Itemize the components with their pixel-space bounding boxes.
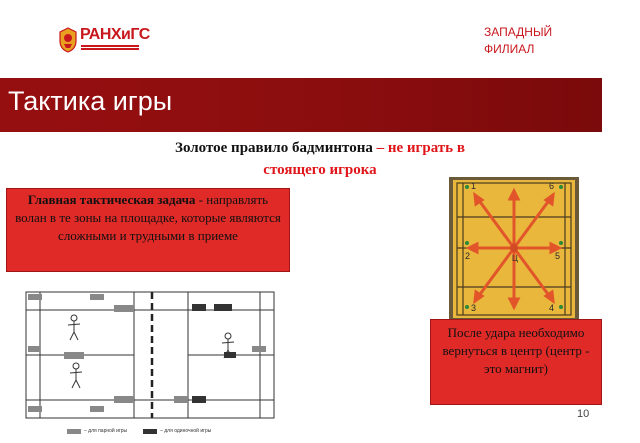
emblem-icon [58,27,78,53]
branch-line1: ЗАПАДНЫЙ [484,25,553,39]
slide-title: Тактика игры [8,86,173,116]
zone-label-2: 2 [465,251,471,261]
center-label: Ц [512,254,518,263]
zone-label-4: 4 [549,303,555,313]
title-bar [0,78,602,132]
court-positions-diagram [24,290,276,420]
zone-label-3: 3 [471,303,477,313]
legend-swatch-pair [67,429,81,434]
tactical-task-box [6,188,290,272]
legend-swatch-single [143,429,157,434]
zone-label-5: 5 [555,251,561,261]
branch-line2: ФИЛИАЛ [484,42,535,56]
logo-text: РАНХиГС [80,26,150,43]
task-heading: Главная тактическая задача [27,192,196,207]
task-text: - направлять волан в те зоны на площадке, которые являются сложными и трудными в приеме [15,192,281,243]
page-number: 10 [577,408,590,420]
zone-label-1: 1 [471,181,477,191]
return-center-box [430,319,602,405]
diagram-legend [67,428,211,434]
legend-pair-label: – для парной игры [84,428,128,434]
logo [58,26,150,55]
branch-label [484,24,552,58]
court-zones-photo [449,177,579,323]
return-text: После удара необходимо вернуться в центр (центр - это магнит) [442,325,590,376]
golden-rule-main: Золотое правило бадминтона [175,140,373,156]
golden-rule-highlight: – не играть в стоящего игрока [263,140,465,178]
golden-rule [150,137,490,181]
zone-label-6: 6 [549,181,555,191]
center-point [510,244,518,252]
legend-single-label: – для одиночной игры [160,428,212,434]
logo-subtitle-lines [81,45,139,51]
